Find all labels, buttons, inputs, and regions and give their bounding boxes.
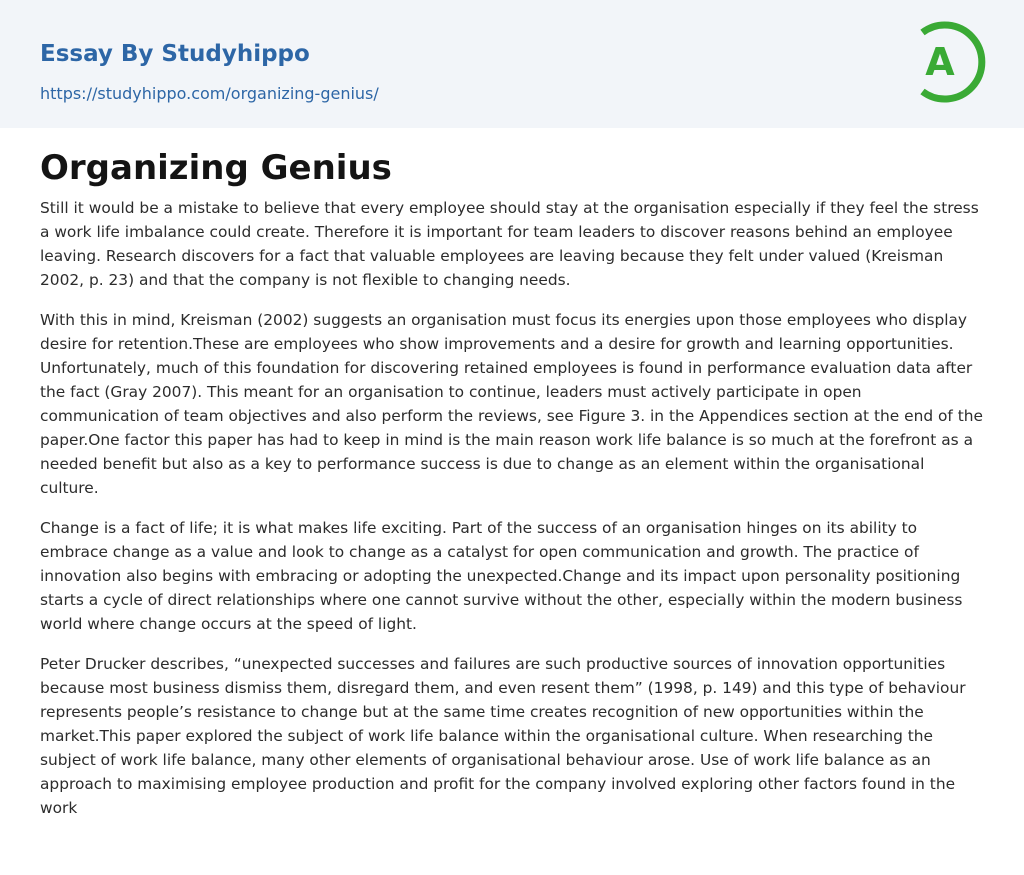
paragraph: Still it would be a mistake to believe that every employee should stay at the organisation especially if they feel the stress a work life imbalance could create. Therefore it is important for team leaders to discover reasons behind an employee leaving. Research discovers for a fact that valuable employees are leaving because they felt under valued (Kreisman 2002, p. 23) and that the company is not flexible to changing needs.	[40, 199, 979, 289]
logo-letter: A	[925, 40, 955, 84]
essay-url-link[interactable]: https://studyhippo.com/organizing-genius/	[40, 84, 379, 103]
studyhippo-logo[interactable]	[910, 17, 988, 107]
paragraph: With this in mind, Kreisman (2002) suggests an organisation must focus its energies upon those employees who display desire for retention.These are employees who show improvements and a desire for growth and learning opportunities. Unfortunately, much of this foundation for discovering retained employees is found in performance evaluation data after the fact (Gray 2007). This meant for an organisation to continue, leaders must actively participate in open communication of team objectives and also perform the reviews, see Figure 3. in the Appendices section at the end of the paper.One factor this paper has had to keep in mind is the main reason work life balance is so much at the forefront as a needed benefit but also as a key to performance success is due to change as an element within the organisational culture.	[40, 311, 983, 497]
paragraph: Peter Drucker describes, “unexpected successes and failures are such productive sources of innovation opportunities because most business dismiss them, disregard them, and even resent them” (1998, p. 149) and this type of behaviour represents people’s resistance to change but at the same time creates recognition of new opportunities within the market.This paper explored the subject of work life balance within the organisational culture. When researching the subject of work life balance, many other elements of organisational behaviour arose. Use of work life balance as an approach to maximising employee production and profit for the company involved exploring other factors found in the work	[40, 655, 966, 817]
page-title: Organizing Genius	[40, 148, 392, 188]
article	[0, 128, 1024, 820]
site-header	[0, 0, 1024, 128]
site-brand[interactable]: Essay By Studyhippo	[40, 41, 310, 67]
logo-a-icon	[910, 17, 988, 107]
paragraph: Change is a fact of life; it is what makes life exciting. Part of the success of an organisation hinges on its ability to embrace change as a value and look to change as a catalyst for open communication and growth. The practice of innovation also begins with embracing or adopting the unexpected.Change and its impact upon personality positioning starts a cycle of direct relationships where one cannot survive without the other, especially within the modern business world where change occurs at the speed of light.	[40, 519, 963, 633]
